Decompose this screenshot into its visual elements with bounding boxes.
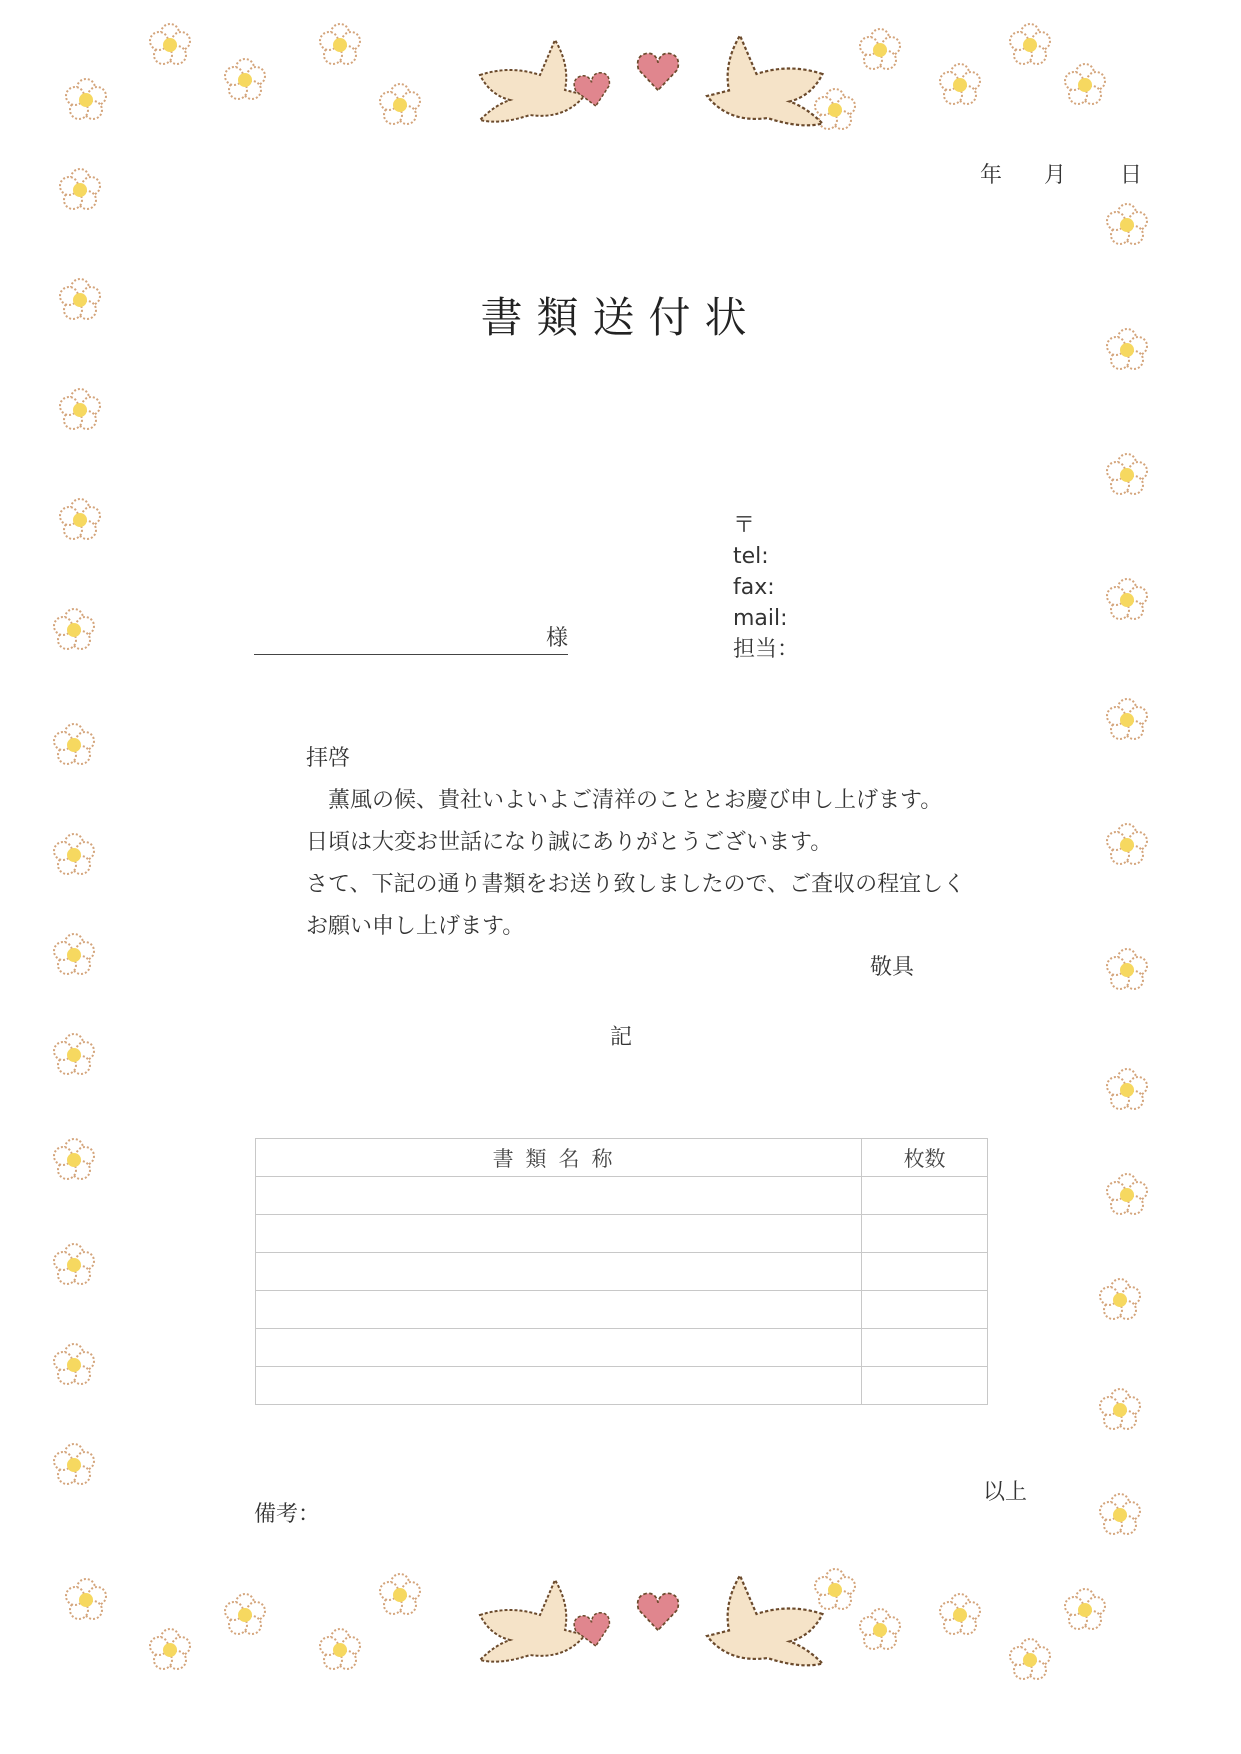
flower-icon: [223, 1593, 267, 1637]
document-name-cell[interactable]: [256, 1329, 862, 1367]
table-header-row: [256, 1139, 988, 1177]
flower-icon: [52, 933, 96, 977]
document-name-cell[interactable]: [256, 1291, 862, 1329]
flower-icon: [58, 388, 102, 432]
document-name-cell[interactable]: [256, 1253, 862, 1291]
table-row: [256, 1253, 988, 1291]
flower-icon: [378, 1573, 422, 1617]
table-row: [256, 1329, 988, 1367]
count-cell[interactable]: [862, 1291, 988, 1329]
table-row: [256, 1367, 988, 1405]
doves-with-hearts-top: [470, 30, 830, 140]
heart-large-icon: [638, 1593, 679, 1630]
flower-icon: [52, 608, 96, 652]
flower-icon: [1098, 1278, 1142, 1322]
ki-mark: 記: [610, 1025, 633, 1050]
flower-icon: [858, 1608, 902, 1652]
heart-small-icon: [573, 1611, 613, 1649]
flower-icon: [318, 23, 362, 67]
mail-label: mail:: [733, 606, 788, 631]
heart-small-icon: [573, 71, 613, 109]
flower-icon: [1008, 23, 1052, 67]
count-cell[interactable]: [862, 1253, 988, 1291]
header-count: 枚数: [862, 1139, 988, 1177]
flower-icon: [52, 1343, 96, 1387]
contact-label: 担当：: [733, 637, 800, 662]
postal-mark: 〒: [733, 513, 756, 538]
flower-icon: [64, 78, 108, 122]
tel-label: tel:: [733, 544, 769, 569]
flower-icon: [52, 1138, 96, 1182]
flower-icon: [223, 58, 267, 102]
flower-icon: [64, 1578, 108, 1622]
flower-icon: [58, 168, 102, 212]
flower-icon: [52, 1033, 96, 1077]
letter-body: [306, 738, 965, 948]
flower-icon: [1098, 1388, 1142, 1432]
flower-icon: [1105, 578, 1149, 622]
flower-icon: [318, 1628, 362, 1672]
flower-icon: [1105, 948, 1149, 992]
letter-line: さて、下記の通り書類をお送り致しましたので、ご査収の程宜しく: [306, 872, 966, 897]
flower-icon: [52, 1243, 96, 1287]
flower-icon: [1105, 203, 1149, 247]
dove-right-icon: [707, 36, 823, 126]
flower-icon: [938, 63, 982, 107]
count-cell[interactable]: [862, 1367, 988, 1405]
count-cell[interactable]: [862, 1215, 988, 1253]
documents-table: [255, 1138, 988, 1405]
flower-icon: [52, 1443, 96, 1487]
date-line: [980, 158, 1144, 189]
month-label: 月: [1044, 163, 1069, 188]
table-row: [256, 1215, 988, 1253]
fax-label: fax:: [733, 575, 775, 600]
heart-large-icon: [638, 53, 679, 90]
flower-icon: [1063, 63, 1107, 107]
day-label: 日: [1120, 163, 1145, 188]
document-name-cell[interactable]: [256, 1177, 862, 1215]
dove-left-icon: [480, 1580, 585, 1662]
flower-icon: [858, 28, 902, 72]
letter-line: お願い申し上げます。: [306, 914, 525, 939]
flower-icon: [148, 23, 192, 67]
page-title: 書類送付状: [480, 293, 761, 342]
table-row: [256, 1291, 988, 1329]
flower-icon: [1008, 1638, 1052, 1682]
remarks-label: 備考：: [254, 1502, 321, 1527]
flower-icon: [938, 1593, 982, 1637]
flower-icon: [378, 83, 422, 127]
flower-icon: [1105, 698, 1149, 742]
letter-line: 薫風の候、貴社いよいよご清祥のこととお慶び申し上げます。: [306, 788, 943, 813]
flower-icon: [1105, 453, 1149, 497]
document-name-cell[interactable]: [256, 1367, 862, 1405]
document-name-cell[interactable]: [256, 1215, 862, 1253]
flower-icon: [52, 833, 96, 877]
flower-icon: [52, 723, 96, 767]
sender-block: [733, 510, 799, 665]
flower-icon: [1105, 1173, 1149, 1217]
flower-icon: [148, 1628, 192, 1672]
count-cell[interactable]: [862, 1329, 988, 1367]
doves-with-hearts-bottom: [470, 1570, 830, 1680]
flower-icon: [1105, 823, 1149, 867]
opening-word: 拝啓: [306, 746, 351, 771]
addressee-line[interactable]: [254, 618, 568, 655]
count-cell[interactable]: [862, 1177, 988, 1215]
letter-line: 日頃は大変お世話になり誠にありがとうございます。: [306, 830, 833, 855]
header-document-name: 書類名称: [256, 1139, 862, 1177]
year-label: 年: [980, 163, 1005, 188]
flower-icon: [58, 498, 102, 542]
table-row: [256, 1177, 988, 1215]
closing-word: 敬具: [870, 955, 915, 980]
flower-icon: [1063, 1588, 1107, 1632]
dove-left-icon: [480, 40, 585, 122]
flower-icon: [1105, 1068, 1149, 1112]
flower-icon: [1098, 1493, 1142, 1537]
dove-right-icon: [707, 1576, 823, 1666]
end-mark: 以上: [983, 1480, 1028, 1505]
addressee-suffix: 様: [545, 626, 568, 651]
